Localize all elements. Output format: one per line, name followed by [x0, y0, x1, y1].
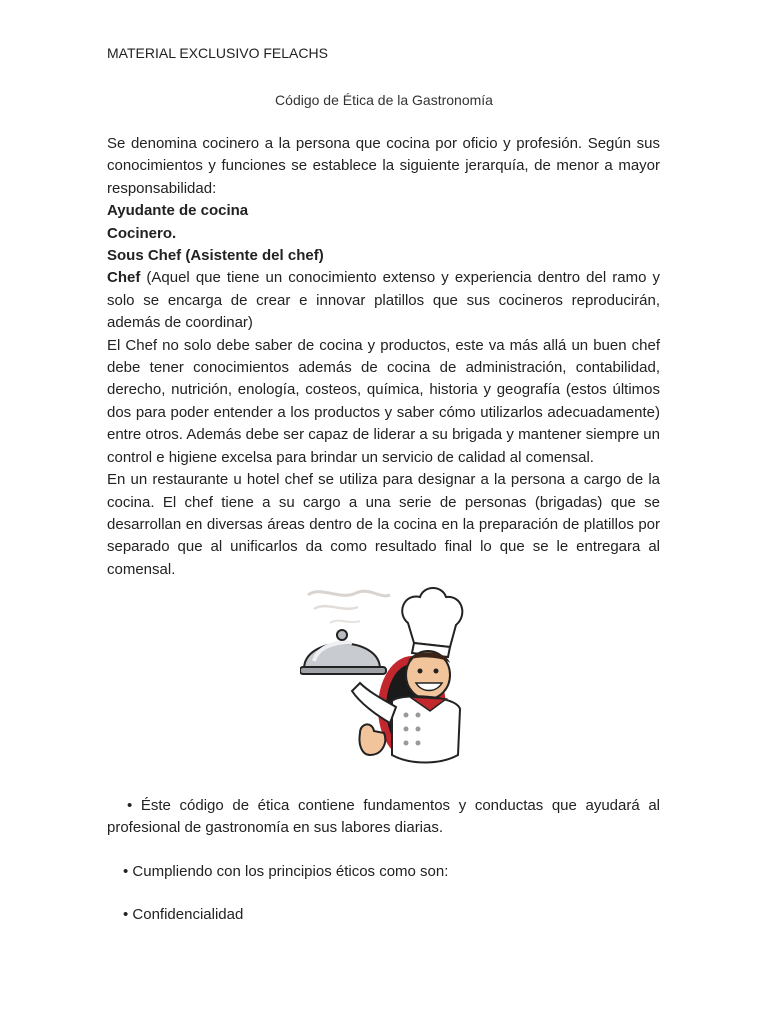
document-header: MATERIAL EXCLUSIVO FELACHS: [107, 45, 328, 61]
chef-with-cloche-icon: [300, 583, 470, 768]
chef-paragraph: [107, 267, 660, 334]
bullet-item-3: • Confidencialidad: [123, 906, 244, 924]
hierarchy-item-3: Sous Chef (Asistente del chef): [107, 247, 324, 265]
chef-description: (Aquel que tiene un conocimiento extenso y experiencia dentro del ramo y solo se encarga de crear e innovar platillos que sus cocineros reproducirán, además de coordinar): [107, 269, 660, 332]
bullet-list: [107, 795, 660, 927]
paragraph-3: En un restaurante u hotel chef se utiliza para designar a la persona a cargo de la cocina. El chef tiene a su cargo a una serie de personas (brigadas) que se desarrollan en diversas áreas dentro de la cocina en la preparación de platillos por separado que al unificarlos da como resultado final lo que se le entregara al comensal.: [107, 471, 660, 578]
paragraph-2: El Chef no solo debe saber de cocina y productos, este va más allá un buen chef debe tener conocimientos además de cocina de administración, contabilidad, derecho, nutrición, enología, costeos, química, historia y geografía (estos últimos dos para poder entender a los productos y saber cómo utilizarlos adecuadamente) entre otros. Además debe ser capaz de liderar a su brigada y mantener siempre un control e higiene excelsa para brindar un servicio de calidad al comensal.: [107, 336, 660, 466]
document-title: Código de Ética de la Gastronomía: [275, 92, 493, 108]
bullet-item-2: • Cumpliendo con los principios éticos como son:: [123, 862, 449, 880]
hierarchy-item-1: Ayudante de cocina: [107, 202, 249, 220]
bullet-item-1: • Éste código de ética contiene fundamentos y conductas que ayudará al profesional de gastronomía en sus labores diarias.: [107, 797, 660, 837]
intro-paragraph: Se denomina cocinero a la persona que cocina por oficio y profesión. Según sus conocimientos y funciones se establece la siguiente jerarquía, de menor a mayor responsabilidad:: [107, 135, 660, 197]
chef-label: Chef: [107, 269, 141, 287]
hierarchy-item-2: Cocinero.: [107, 224, 177, 242]
document-body: [107, 133, 660, 581]
